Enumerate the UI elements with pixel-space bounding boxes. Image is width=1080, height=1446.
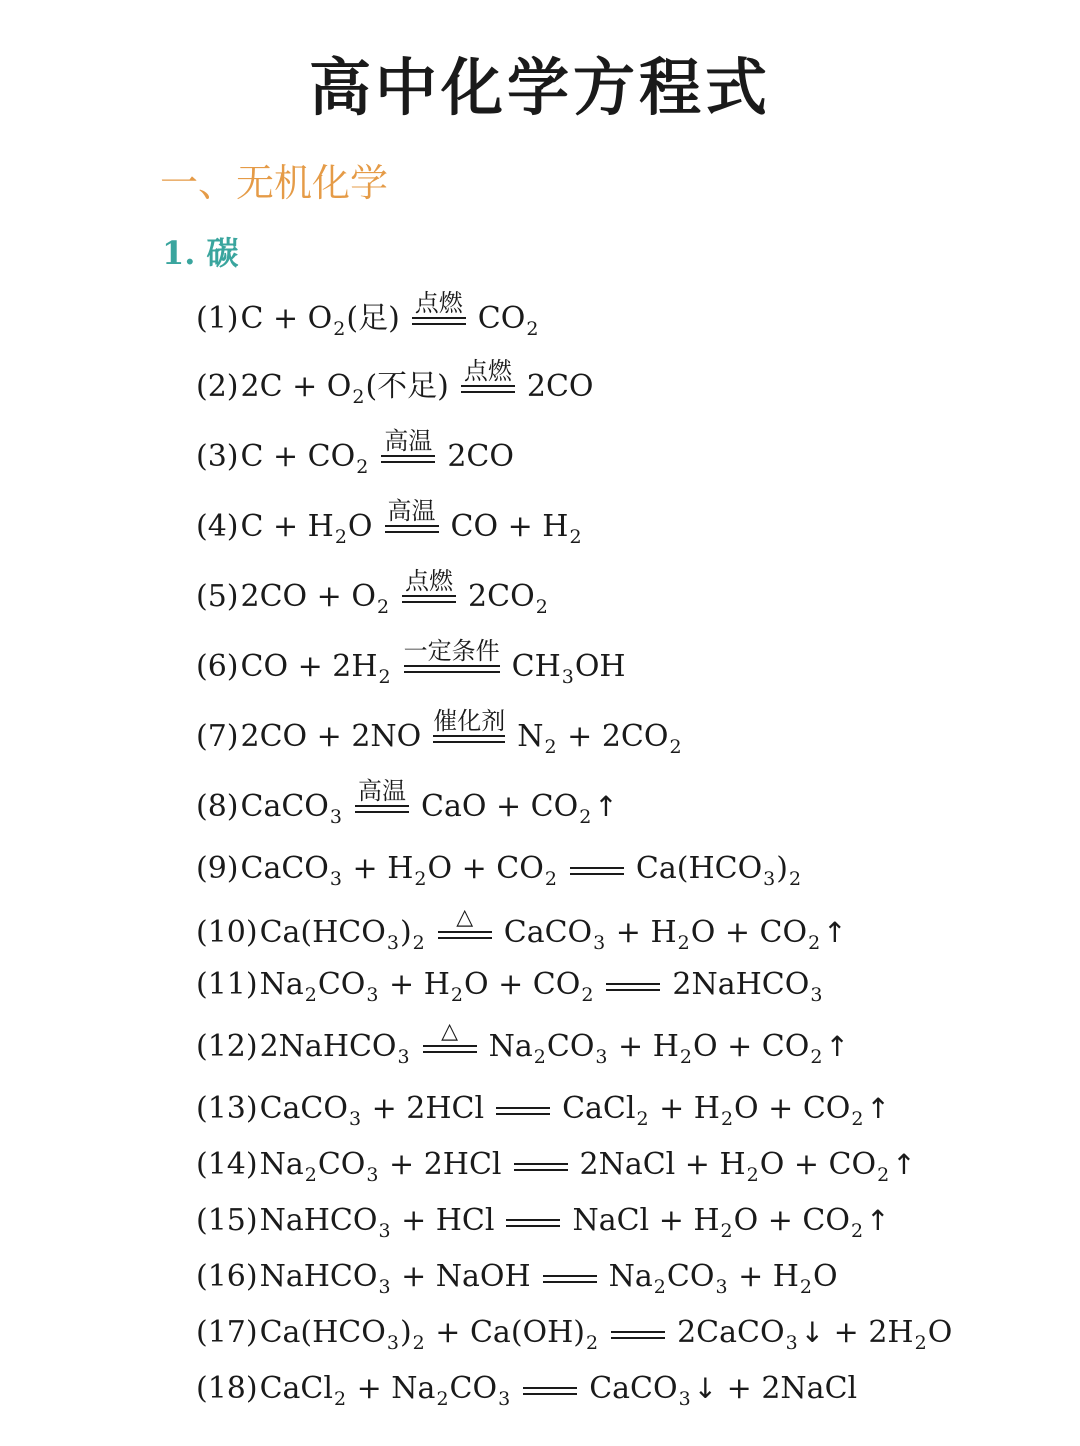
subscript: 2 [653,1276,666,1298]
subscript: 2 [788,868,802,890]
equation-row [196,1190,890,1242]
formula-text: NaHCO [259,1203,378,1238]
formula-text: Ca(HCO [635,851,763,886]
formula-text: CH [511,649,561,684]
formula-text: N [517,719,544,754]
formula-text: CaO + CO [420,789,579,824]
double-line [461,385,515,393]
equation-row [196,426,514,478]
reaction-equals-sign [461,359,515,402]
subscript: 2 [376,596,390,618]
equation-row [196,838,802,890]
reactants [259,1259,531,1298]
equation-number: (14) [196,1147,258,1182]
subscript: 3 [593,932,606,954]
reactants [240,509,373,548]
reaction-condition: 一定条件 [403,637,500,665]
reaction-condition: 点燃 [405,567,454,595]
equation-row [196,776,618,828]
subscript: 2 [746,1164,759,1186]
formula-text: ) [399,915,412,950]
formula-text: ) [776,851,788,886]
subscript: 2 [679,1046,692,1068]
formula-text: NaHCO [259,1259,378,1294]
products [420,789,618,828]
subscript: 2 [304,984,317,1006]
subscript: 3 [348,1108,362,1130]
equation-row [196,1302,953,1354]
reaction-equals-sign [423,1021,477,1062]
double-line [523,1387,577,1395]
formula-text: CaCO [589,1371,678,1406]
products [503,915,847,954]
products [488,1029,849,1068]
formula-text: 2CO [468,579,535,614]
subscript: 2 [412,1332,425,1354]
formula-text: + Na [347,1371,436,1406]
formula-text: + 2H [824,1315,914,1350]
equation-number: (16) [196,1259,258,1294]
formula-text: Na [608,1259,653,1294]
subscript: 3 [378,1220,391,1242]
formula-text: (不足) [365,369,449,404]
formula-text: + NaOH [391,1259,531,1294]
equation-number: (6) [196,649,239,684]
equation-row [196,706,683,758]
formula-text: CaCl [259,1371,333,1406]
reaction-equals-sign [404,639,500,682]
subscript: 2 [334,526,347,548]
reaction-equals-sign [433,709,505,752]
subscript: 2 [535,596,548,618]
state-arrow: ↑ [594,790,618,823]
subscript: 3 [763,868,776,890]
formula-text: CO [317,967,366,1002]
double-line [506,1219,560,1227]
products [468,579,549,618]
formula-text: O + CO [463,967,581,1002]
reaction-equals-sign [496,1107,550,1124]
equation-number: (18) [196,1371,258,1406]
products [477,301,540,340]
subscript: 2 [720,1108,734,1130]
reactants [259,967,595,1006]
subscript: 2 [669,736,682,758]
equation-number: (5) [196,579,239,614]
reaction-condition: 高温 [357,777,406,805]
equation-number: (13) [196,1091,258,1126]
formula-text: + Ca(OH) [425,1315,585,1350]
products [447,439,514,474]
reaction-equals-sign [570,867,624,884]
equation-number: (8) [196,789,239,824]
formula-text: O [927,1315,953,1350]
double-line [381,455,435,463]
subscript: 2 [585,1332,599,1354]
reaction-equals-sign [506,1219,560,1236]
formula-text: + 2NaCl [717,1371,858,1406]
equation-number: (3) [196,439,239,474]
state-arrow: ↓ [693,1372,718,1405]
equation-number: (12) [196,1029,258,1064]
double-line [611,1331,665,1339]
reactants [240,439,370,478]
products [608,1259,838,1298]
double-line [606,983,660,991]
formula-text: Na [259,967,304,1002]
reactants [240,579,391,618]
double-line [433,735,505,743]
reactants [259,1315,599,1354]
reaction-equals-sign [412,291,466,334]
reactants [240,369,449,408]
reaction-equals-sign [543,1275,597,1292]
reactants [240,851,558,890]
equation-number: (9) [196,851,239,886]
subscript: 2 [356,456,369,478]
products [589,1371,858,1410]
products [526,369,594,404]
products [562,1091,890,1130]
formula-text: + 2CO [557,719,669,754]
formula-text: NaCl + H [572,1203,720,1238]
products [450,509,583,548]
reactants [240,719,422,754]
formula-text: Ca(HCO [259,1315,386,1350]
formula-text: CO [546,1029,595,1064]
products [672,967,823,1006]
equation-row [196,1246,838,1298]
subscript: 2 [579,806,592,828]
state-arrow: ↑ [866,1204,890,1237]
formula-text: 2CO + 2NO [240,719,422,754]
subscript: 3 [785,1332,798,1354]
reaction-equals-sign [606,983,660,1000]
formula-text: 2CO + O [240,579,376,614]
subscript: 3 [386,932,399,954]
formula-text: + 2HCl [362,1091,485,1126]
subscript: 2 [412,932,425,954]
subscript: 2 [436,1388,449,1410]
double-line [412,317,466,325]
reactants [259,1203,495,1242]
formula-text: O + CO [692,1029,810,1064]
equation-row [196,954,823,1006]
formula-text: Na [488,1029,533,1064]
double-line [543,1275,597,1283]
subscript: 2 [799,1276,813,1298]
equation-row [196,1078,890,1130]
formula-text: (足) [346,301,400,336]
subscript: 2 [636,1108,649,1130]
formula-text: Ca(HCO [259,915,386,950]
equation-number: (11) [196,967,258,1002]
subscript: 2 [720,1220,733,1242]
formula-text: + H [606,915,677,950]
reaction-condition: △ [456,905,474,930]
reactants [259,1371,512,1410]
subscript: 3 [366,984,379,1006]
formula-text: + H [728,1259,799,1294]
equation-number: (1) [196,301,239,336]
equation-row [196,902,847,954]
reaction-equals-sign [514,1163,568,1180]
formula-text: O + CO [734,1091,851,1126]
subscript: 2 [808,932,821,954]
formula-text: + HCl [391,1203,495,1238]
subscript: 3 [397,1046,410,1068]
subscript: 2 [581,984,594,1006]
subscript: 3 [678,1388,691,1410]
products [677,1315,953,1354]
formula-text: CO [317,1147,366,1182]
equation-row [196,1016,849,1068]
formula-text: CaCO [503,915,593,950]
subscript: 2 [851,1108,864,1130]
double-line [438,931,492,939]
double-line [570,867,624,875]
reaction-condition: 点燃 [463,357,512,385]
formula-text: O [813,1259,838,1294]
double-line [514,1163,568,1171]
reaction-equals-sign [438,907,492,948]
reaction-equals-sign [402,569,456,612]
reactants [259,915,426,954]
subscript: 3 [595,1046,608,1068]
formula-text: + H [379,967,450,1002]
formula-text: Na [259,1147,304,1182]
equation-number: (17) [196,1315,258,1350]
subscript: 2 [304,1164,317,1186]
reactants [240,649,392,688]
subscript: 2 [877,1164,890,1186]
subscript: 3 [561,666,574,688]
subscript: 2 [850,1220,864,1242]
section-heading: 一、无机化学 [160,161,389,205]
formula-text: CaCO [259,1091,348,1126]
equation-row [196,636,626,688]
reactants [259,1091,485,1130]
reactants [259,1147,502,1186]
subsection-heading: 1. 碳 [162,234,239,272]
formula-text: C + CO [240,439,356,474]
products [572,1203,890,1242]
subscript: 3 [329,806,342,828]
reaction-equals-sign [355,779,409,822]
subscript: 2 [450,984,463,1006]
equation-number: (7) [196,719,239,754]
formula-text: + 2HCl [379,1147,502,1182]
subscript: 2 [914,1332,927,1354]
equation-row [196,496,583,548]
state-arrow: ↑ [825,1030,849,1063]
subscript: 2 [414,868,427,890]
equation-row [196,356,594,408]
formula-text: O + CO [427,851,544,886]
products [517,719,682,758]
formula-text: + H [649,1091,720,1126]
formula-text: O [347,509,373,544]
formula-text: CaCl [562,1091,636,1126]
formula-text: CaCO [240,789,329,824]
subscript: 2 [544,736,557,758]
formula-text: O + CO [759,1147,877,1182]
formula-text: 2NaHCO [672,967,810,1002]
subscript: 3 [715,1276,728,1298]
subscript: 2 [810,1046,823,1068]
subscript: 3 [366,1164,379,1186]
double-line [423,1045,477,1053]
equation-number: (10) [196,915,258,950]
equation-number: (15) [196,1203,258,1238]
formula-text: OH [574,649,626,684]
subscript: 2 [333,318,346,340]
products [579,1147,916,1186]
formula-text: CO [666,1259,715,1294]
products [511,649,626,688]
equation-row [196,1134,916,1186]
state-arrow: ↑ [823,916,847,949]
double-line [404,665,500,673]
equation-number: (4) [196,509,239,544]
reactants [240,789,343,828]
subscript: 2 [526,318,539,340]
reaction-equals-sign [611,1331,665,1348]
equation-row [196,566,549,618]
subscript: 2 [533,1046,546,1068]
double-line [496,1107,550,1115]
formula-text: CO + H [450,509,569,544]
formula-text: CO + 2H [240,649,378,684]
reactants [259,1029,411,1068]
subscript: 3 [386,1332,399,1354]
formula-text: CO [477,301,526,336]
subscript: 3 [378,1276,391,1298]
subscript: 2 [378,666,391,688]
subscript: 2 [333,1388,347,1410]
formula-text: 2CO [526,369,594,404]
state-arrow: ↓ [800,1316,825,1349]
formula-text: O + CO [733,1203,850,1238]
state-arrow: ↑ [892,1148,916,1181]
formula-text: 2CaCO [677,1315,785,1350]
formula-text: 2NaHCO [259,1029,397,1064]
double-line [402,595,456,603]
formula-text: ) [399,1315,412,1350]
reaction-condition: 催化剂 [433,707,506,735]
reaction-condition: △ [441,1019,459,1044]
reaction-condition: 点燃 [414,289,463,317]
formula-text: 2NaCl + H [579,1147,746,1182]
state-arrow: ↑ [866,1092,890,1125]
double-line [385,525,439,533]
reaction-equals-sign [523,1387,577,1404]
products [635,851,802,890]
formula-text: O + CO [690,915,808,950]
equation-row [196,288,539,340]
double-line [355,805,409,813]
reaction-equals-sign [385,499,439,542]
formula-text: CaCO [240,851,329,886]
subscript: 2 [352,386,365,408]
subscript: 3 [498,1388,511,1410]
reaction-condition: 高温 [387,497,436,525]
formula-text: + H [342,851,414,886]
page-title: 高中化学方程式 [308,51,771,124]
formula-text: CO [449,1371,498,1406]
subscript: 2 [569,526,582,548]
formula-text: C + H [240,509,334,544]
subscript: 3 [810,984,823,1006]
equation-number: (2) [196,369,239,404]
formula-text: 2C + O [240,369,352,404]
reaction-condition: 高温 [384,427,433,455]
reactants [240,301,400,340]
formula-text: 2CO [447,439,514,474]
formula-text: + H [608,1029,679,1064]
reaction-equals-sign [381,429,435,472]
equation-row [196,1358,858,1410]
subscript: 2 [544,868,557,890]
subscript: 3 [329,868,342,890]
subscript: 2 [677,932,690,954]
formula-text: C + O [240,301,333,336]
